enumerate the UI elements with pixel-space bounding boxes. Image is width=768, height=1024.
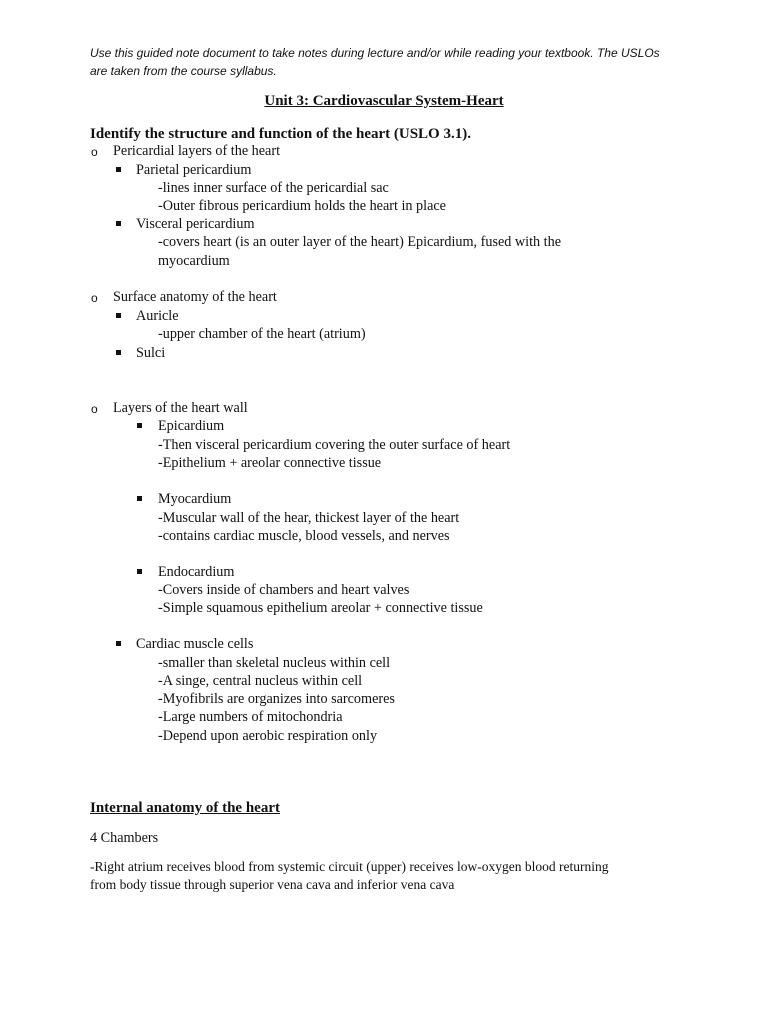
item-sulci: Sulci (136, 345, 166, 361)
objective-heading: Identify the structure and function of the heart (USLO 3.1). (90, 126, 471, 142)
circle-bullet-icon: o (91, 291, 98, 305)
note-line: -upper chamber of the heart (atrium) (158, 326, 366, 342)
note-line: -Myofibrils are organizes into sarcomeres (158, 691, 395, 707)
square-bullet-icon (137, 569, 142, 574)
note-line: -Simple squamous epithelium areolar + connective tissue (158, 600, 483, 616)
item-cardiac-cells: Cardiac muscle cells (136, 636, 254, 652)
chambers-label: 4 Chambers (90, 830, 159, 846)
note-line: -A singe, central nucleus within cell (158, 673, 363, 689)
square-bullet-icon (137, 423, 142, 428)
square-bullet-icon (116, 167, 121, 172)
circle-bullet-icon: o (91, 402, 98, 416)
item-parietal: Parietal pericardium (136, 162, 252, 178)
note-line: -smaller than skeletal nucleus within cell (158, 655, 391, 671)
note-line: -Large numbers of mitochondria (158, 709, 343, 725)
section-heading-internal: Internal anatomy of the heart (90, 800, 280, 816)
intro-note (90, 44, 680, 80)
square-bullet-icon (116, 641, 121, 646)
section-heading-pericardial: Pericardial layers of the heart (113, 143, 281, 159)
intro-line: are taken from the course syllabus. (90, 64, 277, 78)
square-bullet-icon (116, 350, 121, 355)
note-line: -contains cardiac muscle, blood vessels, and nerves (158, 528, 450, 544)
item-visceral: Visceral pericardium (136, 216, 255, 232)
note-line: -covers heart (is an outer layer of the heart) Epicardium, fused with the (158, 234, 561, 250)
item-epicardium: Epicardium (158, 418, 225, 434)
item-endocardium: Endocardium (158, 564, 235, 580)
note-line: -Covers inside of chambers and heart valves (158, 582, 410, 598)
paragraph-line: from body tissue through superior vena cava and inferior vena cava (90, 877, 455, 892)
note-line: -Epithelium + areolar connective tissue (158, 455, 382, 471)
circle-bullet-icon: o (91, 145, 98, 159)
item-auricle: Auricle (136, 308, 179, 324)
item-myocardium: Myocardium (158, 491, 232, 507)
square-bullet-icon (116, 221, 121, 226)
note-line: -Depend upon aerobic respiration only (158, 728, 378, 744)
note-line: -lines inner surface of the pericardial sac (158, 180, 389, 196)
intro-line: Use this guided note document to take notes during lecture and/or while reading your textbook. The USLOs (90, 46, 660, 60)
note-line: -Outer fibrous pericardium holds the heart in place (158, 198, 446, 214)
square-bullet-icon (137, 496, 142, 501)
paragraph-line: -Right atrium receives blood from systemic circuit (upper) receives low-oxygen blood returning (90, 859, 609, 874)
square-bullet-icon (116, 313, 121, 318)
section-heading-surface: Surface anatomy of the heart (113, 289, 277, 305)
note-line: myocardium (158, 253, 230, 269)
note-line: -Muscular wall of the hear, thickest layer of the heart (158, 510, 460, 526)
section-heading-layers: Layers of the heart wall (113, 400, 248, 416)
page-title: Unit 3: Cardiovascular System-Heart (264, 93, 504, 109)
note-line: -Then visceral pericardium covering the outer surface of heart (158, 437, 511, 453)
